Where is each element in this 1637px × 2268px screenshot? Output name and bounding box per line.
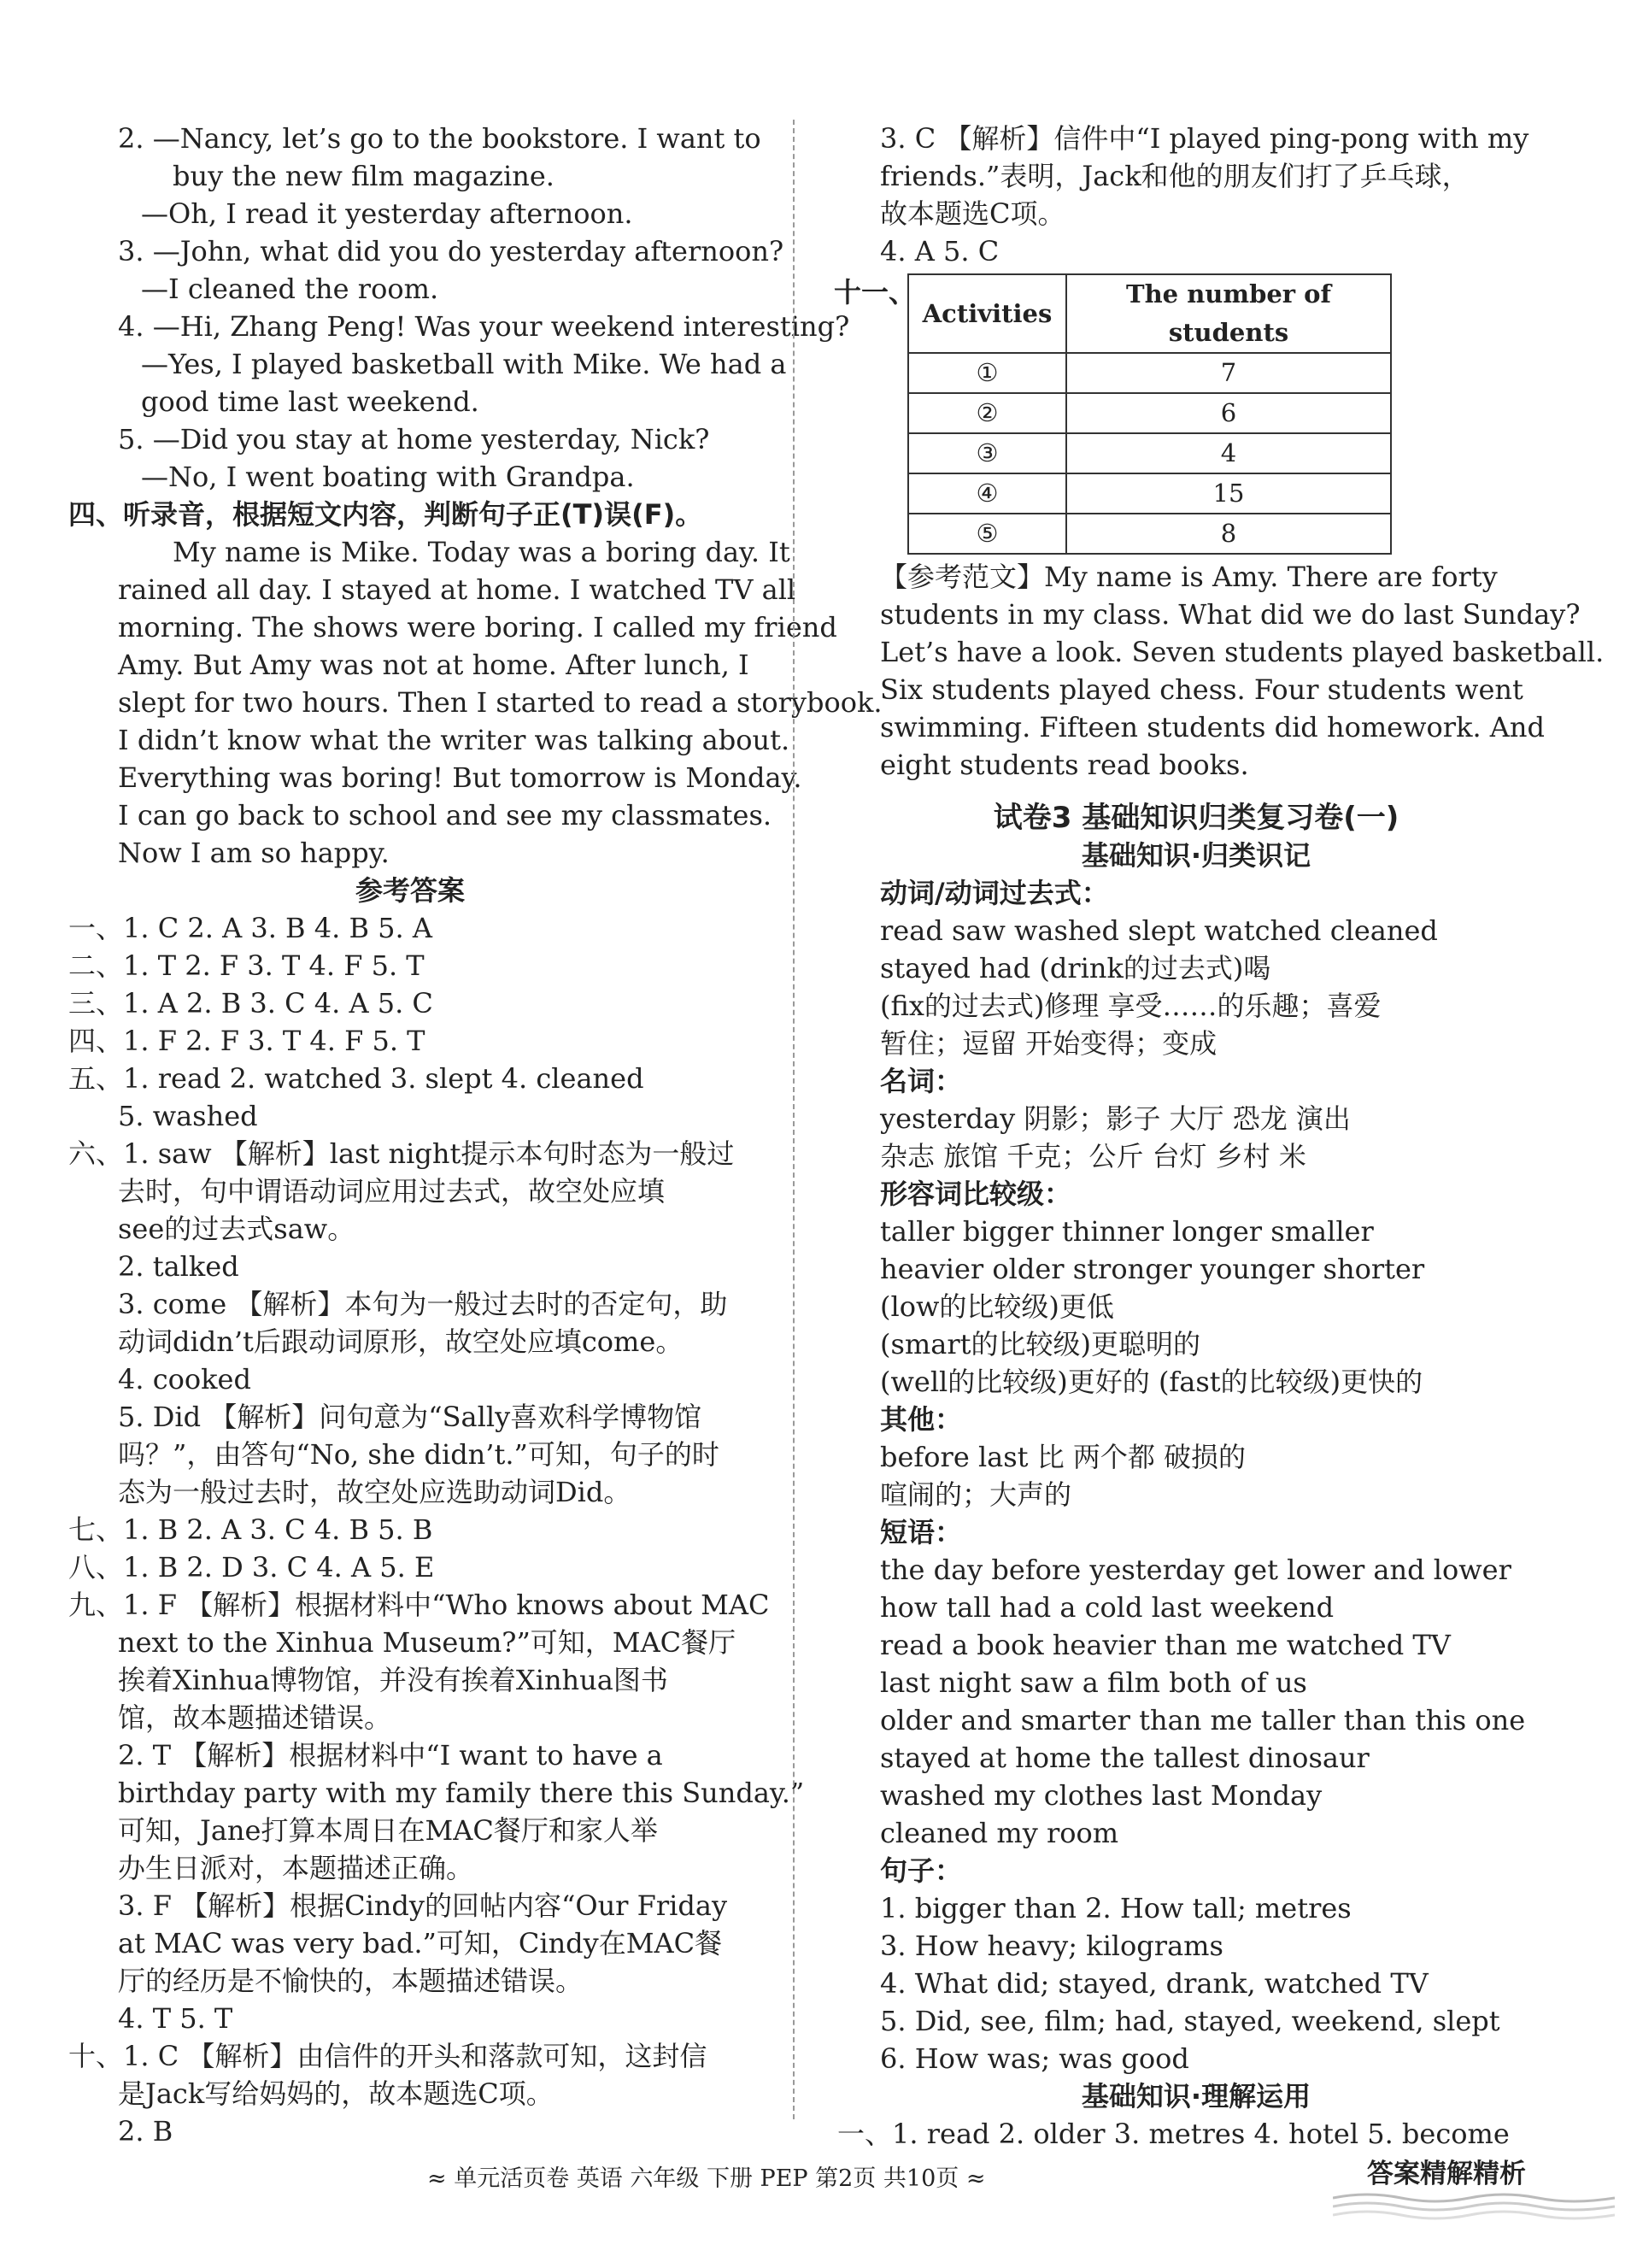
passage xyxy=(68,533,883,872)
dialogue-line: 3. —John, what did you do yesterday afternoon? xyxy=(118,235,784,267)
table-row xyxy=(908,393,1391,433)
verbs-line: read saw washed slept watched cleaned xyxy=(880,914,1438,947)
table-row xyxy=(908,514,1391,554)
dialogue-3 xyxy=(68,232,784,308)
apply-answers: 一、1. read 2. older 3. metres 4. hotel 5. become xyxy=(837,2118,1510,2150)
answer-line: 办生日派对，本题描述正确。 xyxy=(118,1852,474,1884)
sentences-line: 5. Did, see, film; had, stayed, weekend, slept xyxy=(880,2005,1500,2037)
essay-line: Let’s have a look. Seven students played basketball. xyxy=(880,636,1605,668)
table-cell: ③ xyxy=(908,433,1066,473)
adjectives-label: 形容词比较级： xyxy=(880,1178,1072,1210)
passage-line: morning. The shows were boring. I called my friend xyxy=(118,611,837,643)
nouns-line: 杂志 旅馆 千克；公斤 台灯 乡村 米 xyxy=(880,1140,1306,1172)
other-line: before last 比 两个都 破损的 xyxy=(880,1441,1247,1473)
answers-10-cont xyxy=(880,120,1529,270)
nouns-label: 名词： xyxy=(880,1065,963,1097)
essay-line: swimming. Fifteen students did homework. And xyxy=(880,711,1545,743)
answer-line: 去时，句中谓语动词应用过去式，故空处应填 xyxy=(118,1175,666,1207)
sample-essay xyxy=(880,558,1605,784)
sentences-list xyxy=(880,1889,1512,2077)
table-row xyxy=(908,473,1391,514)
verbs-list xyxy=(880,912,1512,1062)
table-header: Activities xyxy=(908,274,1066,353)
phrases-list xyxy=(880,1551,1526,1852)
sentences-label: 句子： xyxy=(880,1854,963,1887)
table-header-row xyxy=(908,274,1391,353)
dialogue-2 xyxy=(68,120,761,232)
answer-line: 吗？”，由答句“No, she didn’t.”可知，句子的时 xyxy=(118,1438,719,1471)
answer-line: 4. A 5. C xyxy=(880,235,1000,267)
answers-1-5 xyxy=(68,909,752,1135)
answer-line: 态为一般过去时，故空处应选助动词Did。 xyxy=(118,1476,631,1508)
table-cell: ⑤ xyxy=(908,514,1066,554)
dialogue-line: 2. —Nancy, let’s go to the bookstore. I want to xyxy=(118,122,761,155)
answer-line: 3. come 【解析】本句为一般过去时的否定句，助 xyxy=(118,1288,728,1320)
answer-line: 是Jack写给妈妈的，故本题选C项。 xyxy=(118,2077,554,2110)
page-footer: ≈ 单元活页卷 英语 六年级 下册 PEP 第2页 共10页 ≈ xyxy=(427,2165,986,2192)
dialogue-line: 4. —Hi, Zhang Peng! Was your weekend interesting? xyxy=(118,310,850,343)
essay-line: eight students read books. xyxy=(880,749,1249,781)
essay-line: students in my class. What did we do last Sunday? xyxy=(880,598,1581,631)
section-4-title: 四、听录音，根据短文内容，判断句子正(T)误(F)。 xyxy=(68,498,703,531)
nouns-list xyxy=(880,1100,1512,1175)
table-cell: 7 xyxy=(1066,353,1391,393)
dialogue-4 xyxy=(68,308,850,420)
essay-line: Six students played chess. Four students went xyxy=(880,673,1523,706)
answer-line: 五、1. read 2. watched 3. slept 4. cleaned xyxy=(68,1062,644,1095)
answer-line: 一、1. C 2. A 3. B 4. B 5. A xyxy=(68,912,432,944)
table-row xyxy=(908,353,1391,393)
adjectives-list xyxy=(880,1213,1512,1401)
answer-line: 馆，故本题描述错误。 xyxy=(118,1701,392,1734)
table-cell: ① xyxy=(908,353,1066,393)
answer-line: 2. B xyxy=(118,2115,173,2148)
dialogue-line: —Yes, I played basketball with Mike. We had a xyxy=(141,348,787,380)
phrases-line: last night saw a film both of us xyxy=(880,1666,1307,1699)
section-11-label: 十一、 xyxy=(834,276,917,308)
answer-line: 九、1. F 【解析】根据材料中“Who knows about MAC xyxy=(68,1589,770,1621)
verbs-line: (fix的过去式)修理 享受……的乐趣；喜爱 xyxy=(880,990,1382,1022)
paper-title: 试卷3 基础知识归类复习卷(一) xyxy=(993,801,1399,835)
answer-line: 5. Did 【解析】问句意为“Sally喜欢科学博物馆 xyxy=(118,1401,702,1433)
table-cell: 15 xyxy=(1066,473,1391,514)
dialogue-line: —I cleaned the room. xyxy=(141,273,439,305)
activities-table xyxy=(907,273,1392,555)
answer-line: 3. F 【解析】根据Cindy的回帖内容“Our Friday xyxy=(118,1889,728,1922)
other-label: 其他： xyxy=(880,1403,963,1436)
answer-line: friends.”表明，Jack和他的朋友们打了乒乓球， xyxy=(880,160,1470,192)
column-divider xyxy=(793,120,795,2119)
table-cell: 6 xyxy=(1066,393,1391,433)
answer-line: 2. T 【解析】根据材料中“I want to have a xyxy=(118,1739,663,1772)
dialogue-line: 5. —Did you stay at home yesterday, Nick? xyxy=(118,423,710,455)
passage-line: slept for two hours. Then I started to read a storybook. xyxy=(118,686,883,719)
answer-line: 2. talked xyxy=(118,1250,239,1283)
answers-10 xyxy=(68,2037,752,2150)
answer-line: 二、1. T 2. F 3. T 4. F 5. T xyxy=(68,949,425,982)
phrases-line: washed my clothes last Monday xyxy=(880,1779,1323,1812)
verbs-line: 暂住；逗留 开始变得；变成 xyxy=(880,1027,1217,1060)
table-cell: 4 xyxy=(1066,433,1391,473)
answer-line: see的过去式saw。 xyxy=(118,1213,355,1245)
other-list xyxy=(880,1438,1512,1513)
adjectives-line: heavier older stronger younger shorter xyxy=(880,1253,1425,1285)
passage-line: Everything was boring! But tomorrow is Monday. xyxy=(118,761,802,794)
dialogue-5 xyxy=(68,420,752,496)
answer-line: at MAC was very bad.”可知，Cindy在MAC餐 xyxy=(118,1927,723,1960)
essay-line: 【参考范文】My name is Amy. There are forty xyxy=(880,561,1498,593)
passage-line: Amy. But Amy was not at home. After lunch, I xyxy=(118,649,749,681)
answers-title: 参考答案 xyxy=(355,874,465,907)
table-cell: ② xyxy=(908,393,1066,433)
answers-11 xyxy=(834,273,1512,555)
phrases-line: how tall had a cold last weekend xyxy=(880,1591,1335,1624)
footer-wave-decoration xyxy=(1333,2189,1615,2224)
table-row xyxy=(908,433,1391,473)
footer-brand: 答案精解精析 xyxy=(1367,2159,1526,2189)
answer-line: 四、1. F 2. F 3. T 4. F 5. T xyxy=(68,1025,425,1057)
sentences-line: 6. How was; was good xyxy=(880,2042,1189,2075)
answers-9 xyxy=(68,1586,805,2037)
phrases-line: cleaned my room xyxy=(880,1817,1119,1849)
verbs-label: 动词/动词过去式： xyxy=(880,877,1109,909)
passage-line: I didn’t know what the writer was talking about. xyxy=(118,724,790,756)
verbs-line: stayed had (drink的过去式)喝 xyxy=(880,952,1271,984)
adjectives-line: (low的比较级)更低 xyxy=(880,1290,1114,1323)
right-column xyxy=(834,120,1605,2153)
answer-line: birthday party with my family there this Sunday.” xyxy=(118,1777,805,1809)
answer-line: 故本题选C项。 xyxy=(880,197,1065,230)
answers-7: 七、1. B 2. A 3. C 4. B 5. B xyxy=(68,1513,433,1546)
answer-line: next to the Xinhua Museum?”可知，MAC餐厅 xyxy=(118,1626,736,1659)
phrases-line: stayed at home the tallest dinosaur xyxy=(880,1742,1370,1774)
adjectives-line: (smart的比较级)更聪明的 xyxy=(880,1328,1200,1360)
answer-line: 厅的经历是不愉快的，本题描述错误。 xyxy=(118,1965,584,1997)
passage-line: My name is Mike. Today was a boring day. It xyxy=(173,536,790,568)
adjectives-line: (well的比较级)更好的 (fast的比较级)更快的 xyxy=(880,1366,1423,1398)
dialogue-line: good time last weekend. xyxy=(141,385,479,418)
passage-line: I can go back to school and see my classmates. xyxy=(118,799,772,831)
adjectives-line: taller bigger thinner longer smaller xyxy=(880,1215,1374,1248)
subtitle-memorize: 基础知识·归类识记 xyxy=(1081,839,1311,872)
dialogue-line: —No, I went boating with Grandpa. xyxy=(141,461,635,493)
answer-line: 六、1. saw 【解析】last night提示本句时态为一般过 xyxy=(68,1137,735,1170)
nouns-line: yesterday 阴影；影子 大厅 恐龙 演出 xyxy=(880,1102,1351,1135)
table-header: The number of students xyxy=(1066,274,1391,353)
passage-line: Now I am so happy. xyxy=(118,837,390,869)
answer-line: 可知，Jane打算本周日在MAC餐厅和家人举 xyxy=(118,1814,658,1847)
answer-line: 十、1. C 【解析】由信件的开头和落款可知，这封信 xyxy=(68,2040,707,2072)
answers-8: 八、1. B 2. D 3. C 4. A 5. E xyxy=(68,1551,435,1583)
phrases-line: read a book heavier than me watched TV xyxy=(880,1629,1451,1661)
phrases-label: 短语： xyxy=(880,1516,963,1548)
phrases-line: older and smarter than me taller than this one xyxy=(880,1704,1526,1736)
table-cell: ④ xyxy=(908,473,1066,514)
dialogue-line: buy the new film magazine. xyxy=(173,160,554,192)
phrases-line: the day before yesterday get lower and lower xyxy=(880,1554,1511,1586)
answer-line: 4. cooked xyxy=(118,1363,251,1395)
sentences-line: 3. How heavy; kilograms xyxy=(880,1930,1223,1962)
other-line: 喧闹的；大声的 xyxy=(880,1478,1072,1511)
subtitle-apply: 基础知识·理解运用 xyxy=(1081,2080,1311,2112)
answer-line: 5. washed xyxy=(118,1100,258,1132)
table-cell: 8 xyxy=(1066,514,1391,554)
dialogue-line: —Oh, I read it yesterday afternoon. xyxy=(141,197,633,230)
answers-6 xyxy=(68,1135,752,1511)
answer-line: 挨着Xinhua博物馆，并没有挨着Xinhua图书 xyxy=(118,1664,668,1696)
answer-line: 4. T 5. T xyxy=(118,2002,233,2035)
answer-line: 动词didn’t后跟动词原形，故空处应填come。 xyxy=(118,1325,684,1358)
sentences-line: 4. What did; stayed, drank, watched TV xyxy=(880,1967,1429,2000)
passage-line: rained all day. I stayed at home. I watched TV all xyxy=(118,573,796,606)
answer-line: 三、1. A 2. B 3. C 4. A 5. C xyxy=(68,987,433,1019)
answer-line: 3. C 【解析】信件中“I played ping-pong with my xyxy=(880,122,1529,155)
sentences-line: 1. bigger than 2. How tall; metres xyxy=(880,1892,1352,1924)
